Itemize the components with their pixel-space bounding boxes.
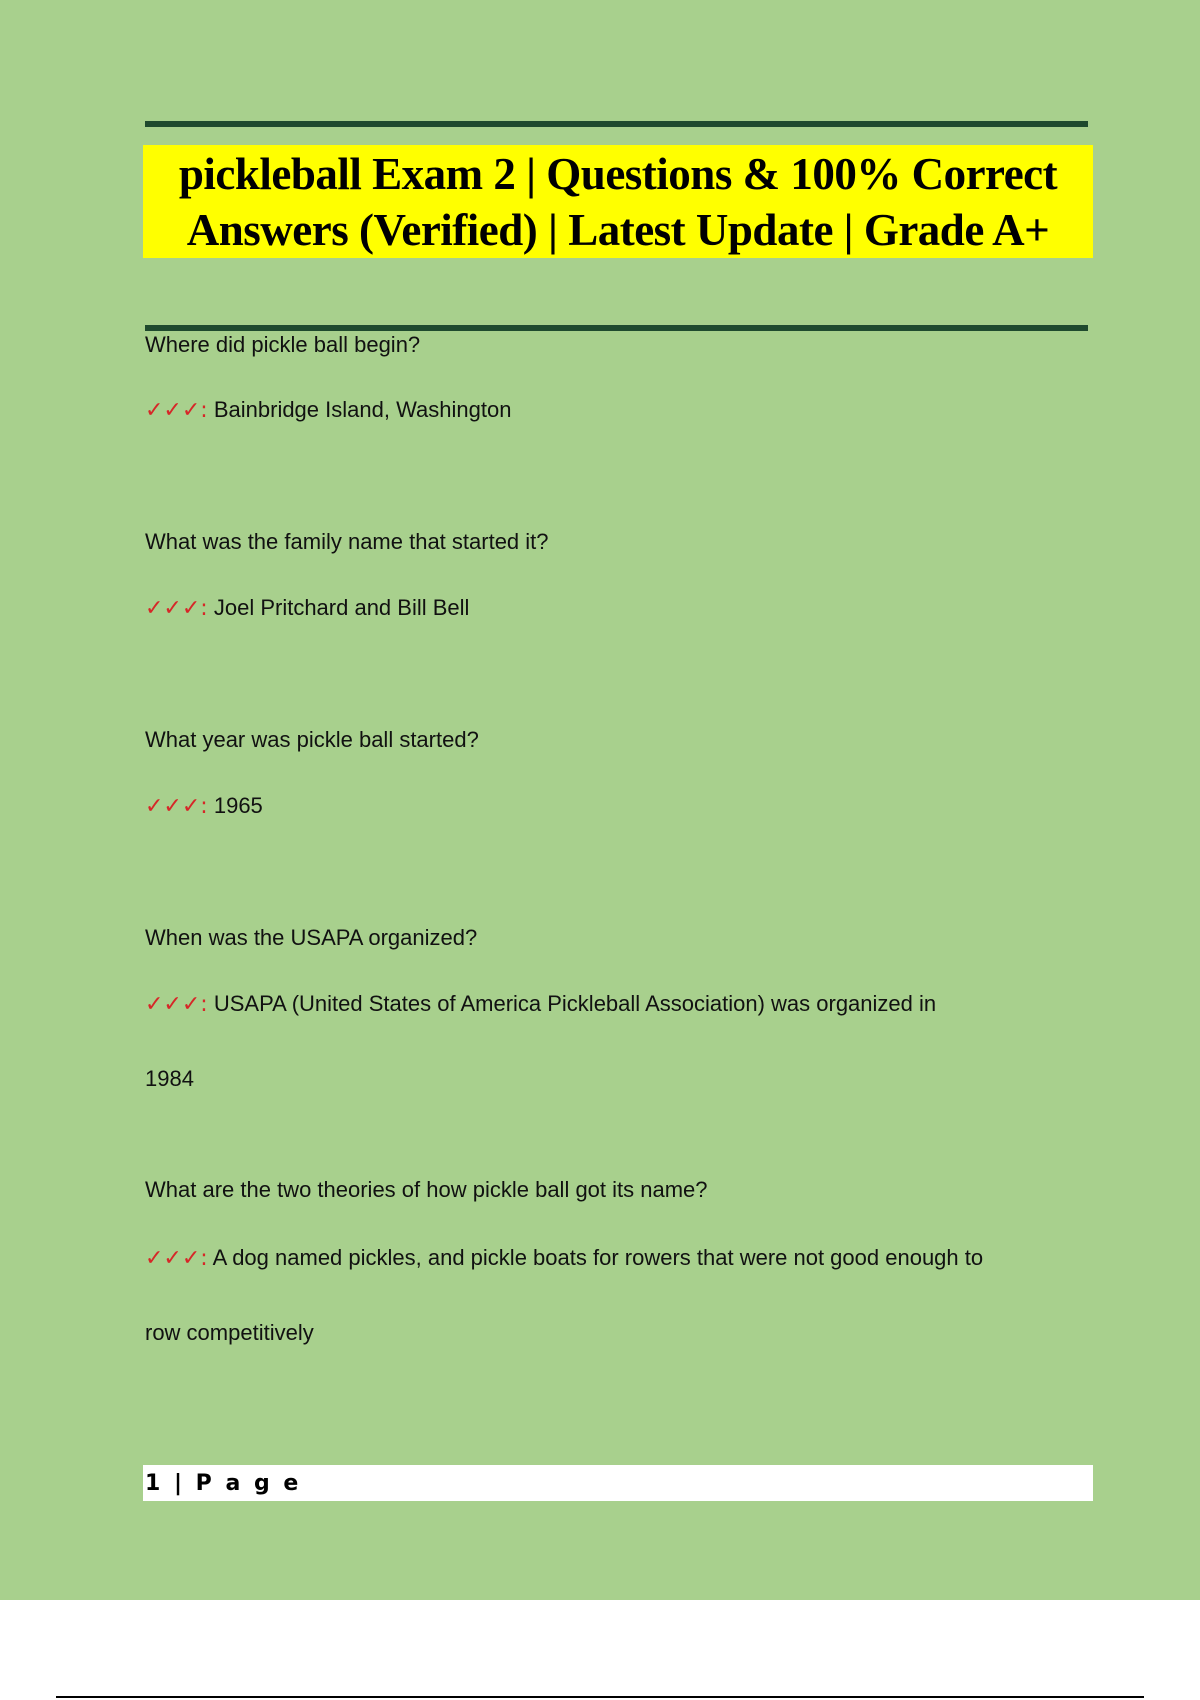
document-title: pickleball Exam 2 | Questions & 100% Correct Answers (Verified) | Latest Update | Grade A+: [178, 148, 1058, 255]
answer-2: [145, 595, 469, 621]
answer-5-continued: row competitively: [145, 1320, 314, 1345]
question-2: What was the family name that started it?: [145, 529, 549, 554]
answer-5: [145, 1245, 983, 1271]
page-footer: [143, 1465, 1093, 1501]
page-number: 1 | P a g e: [145, 1470, 302, 1496]
answer-text: A dog named pickles, and pickle boats for rowers that were not good enough to: [212, 1245, 984, 1270]
check-marks-icon: ✓✓✓:: [145, 596, 208, 621]
check-marks-icon: ✓✓✓:: [145, 794, 208, 819]
check-marks-icon: ✓✓✓:: [145, 398, 208, 423]
page-bottom-line: [56, 1696, 1144, 1698]
top-divider: [145, 121, 1088, 127]
answer-text: Bainbridge Island, Washington: [213, 397, 512, 422]
answer-1: [145, 397, 511, 423]
answer-4: [145, 991, 936, 1017]
question-4: When was the USAPA organized?: [145, 925, 478, 950]
answer-text: Joel Pritchard and Bill Bell: [213, 595, 470, 620]
check-marks-icon: ✓✓✓:: [145, 1246, 208, 1271]
question-3: What year was pickle ball started?: [145, 727, 479, 752]
answer-text: USAPA (United States of America Pickleball Association) was organized in: [213, 991, 937, 1016]
answer-4-continued: 1984: [145, 1066, 194, 1091]
title-banner: [143, 145, 1093, 258]
question-1: Where did pickle ball begin?: [145, 332, 421, 357]
answer-text: 1965: [213, 793, 263, 818]
title-divider: [145, 325, 1088, 331]
check-marks-icon: ✓✓✓:: [145, 992, 208, 1017]
question-5: What are the two theories of how pickle ball got its name?: [145, 1177, 708, 1202]
answer-3: [145, 793, 263, 819]
